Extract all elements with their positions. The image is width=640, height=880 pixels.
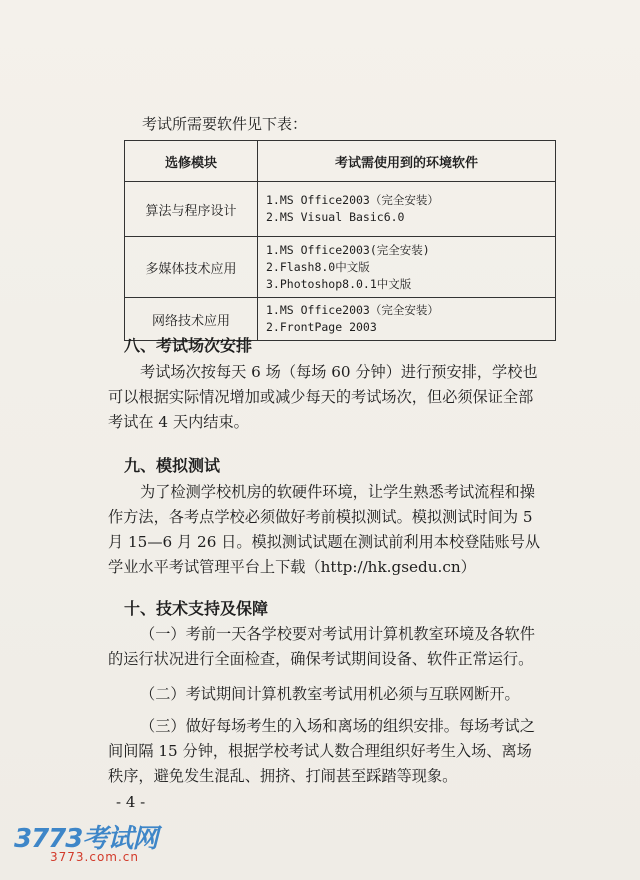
paragraph-line: 间间隔 15 分钟，根据学校考试人数合理组织好考生入场、离场 (108, 742, 532, 760)
section10-paragraph-2 (108, 682, 572, 707)
section9-heading: 九、模拟测试 (124, 456, 221, 475)
header-env: 考试需使用到的环境软件 (258, 141, 556, 182)
paragraph-line: 可以根据实际情况增加或减少每天的考试场次，但必须保证全部 (108, 388, 534, 406)
paragraph-line: 学业水平考试管理平台上下载（http://hk.gsedu.cn） (108, 558, 476, 576)
watermark-logo (14, 818, 184, 868)
table-row (125, 237, 556, 298)
table-header-row (125, 141, 556, 182)
watermark-sub-text: 3773.com.cn (50, 850, 139, 864)
software-item: 2.Flash8.0中文版 (266, 259, 370, 274)
table-intro: 考试所需要软件见下表： (142, 115, 308, 133)
module-cell: 多媒体技术应用 (125, 237, 258, 298)
software-item: 2.FrontPage 2003 (266, 320, 377, 334)
module-cell: 算法与程序设计 (125, 182, 258, 237)
table-row (125, 182, 556, 237)
watermark-main-text: 3773考试网 (14, 824, 158, 854)
paragraph-line: 的运行状况进行全面检查，确保考试期间设备、软件正常运行。 (108, 650, 534, 668)
section8-paragraph (108, 360, 572, 435)
software-cell (258, 298, 556, 341)
paragraph-line: （一）考前一天各学校要对考试用计算机教室环境及各软件 (140, 625, 535, 643)
software-item: 1.MS Office2003（完全安装） (266, 303, 439, 317)
software-table (124, 140, 556, 341)
paragraph-line: 月 15—6 月 26 日。模拟测试试题在测试前利用本校登陆账号从 (108, 533, 541, 551)
paragraph-line: （三）做好每场考生的入场和离场的组织安排。每场考试之 (140, 717, 535, 735)
section9-paragraph (108, 480, 572, 580)
software-item: 2.MS Visual Basic6.0 (266, 210, 405, 224)
software-item: 1.MS Office2003（完全安装） (266, 193, 439, 207)
page-number: - 4 - (116, 793, 146, 811)
paragraph-line: 考试场次按每天 6 场（每场 60 分钟）进行预安排，学校也 (140, 363, 538, 381)
software-cell (258, 237, 556, 298)
paragraph-line: （二）考试期间计算机教室考试用机必须与互联网断开。 (140, 685, 520, 703)
paragraph-line: 为了检测学校机房的软硬件环境，让学生熟悉考试流程和操 (140, 483, 535, 501)
header-module: 选修模块 (125, 141, 258, 182)
section10-paragraph-3 (108, 714, 572, 789)
paragraph-line: 秩序，避免发生混乱、拥挤、打闹甚至踩踏等现象。 (108, 767, 458, 785)
module-cell: 网络技术应用 (125, 298, 258, 341)
software-cell (258, 182, 556, 237)
software-item: 1.MS Office2003(完全安装) (266, 242, 430, 257)
section8-heading: 八、考试场次安排 (124, 336, 253, 355)
paragraph-line: 作方法，各考点学校必须做好考前模拟测试。模拟测试时间为 5 (108, 508, 533, 526)
section10-paragraph-1 (108, 622, 572, 672)
paragraph-line: 考试在 4 天内结束。 (108, 413, 249, 431)
software-item: 3.Photoshop8.0.1中文版 (266, 276, 412, 291)
section10-heading: 十、技术支持及保障 (124, 599, 269, 618)
